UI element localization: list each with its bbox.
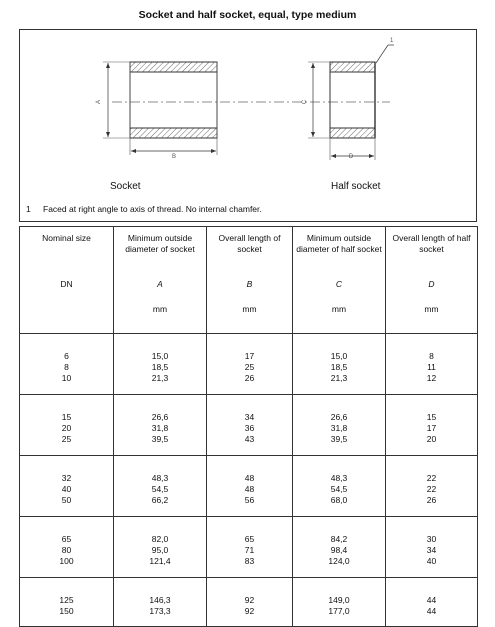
cell-value: 26,6 <box>330 412 348 422</box>
cell-value: 26 <box>244 373 255 383</box>
table-cell <box>386 517 478 578</box>
label-a: A <box>96 99 102 105</box>
note-number: 1 <box>26 204 31 214</box>
cell-value: 6 <box>64 351 69 361</box>
cell-value: 15 <box>426 412 437 422</box>
cell-value: 83 <box>244 556 255 566</box>
cell-value: 25 <box>61 434 72 444</box>
column-header: Minimum outside diameter of half socket C mm <box>293 227 386 334</box>
cell-value: 125 <box>59 595 74 605</box>
table-cell <box>386 578 478 627</box>
table-row <box>20 578 478 627</box>
cell-value: 39,5 <box>330 434 348 444</box>
cell-value: 25 <box>244 362 255 372</box>
cell-value: 95,0 <box>151 545 169 555</box>
callout-number: 1 <box>390 38 394 44</box>
table-cell <box>293 517 386 578</box>
table-cell <box>207 517 293 578</box>
cell-value: 50 <box>61 495 72 505</box>
column-header: Overall length of half socket D mm <box>386 227 478 334</box>
cell-value: 15,0 <box>151 351 169 361</box>
cell-value: 18,5 <box>151 362 169 372</box>
table-cell <box>293 334 386 395</box>
cell-value: 34 <box>244 412 255 422</box>
cell-value: 17 <box>426 423 437 433</box>
cell-value: 44 <box>426 606 437 616</box>
cell-value: 68,0 <box>330 495 348 505</box>
table-cell <box>207 456 293 517</box>
table-cell <box>114 456 207 517</box>
cell-value: 146,3 <box>149 595 171 605</box>
cell-value: 92 <box>244 595 255 605</box>
cell-value: 21,3 <box>330 373 348 383</box>
table-cell <box>114 395 207 456</box>
technical-drawing <box>20 30 478 223</box>
cell-value: 8 <box>64 362 69 372</box>
cell-value: 71 <box>244 545 255 555</box>
cell-value: 40 <box>426 556 437 566</box>
cell-value: 54,5 <box>151 484 169 494</box>
cell-value: 82,0 <box>151 534 169 544</box>
label-c: C <box>302 99 308 105</box>
socket-caption: Socket <box>110 181 141 192</box>
table-header-row <box>20 227 478 334</box>
cell-value: 65 <box>244 534 255 544</box>
cell-value: 15,0 <box>330 351 348 361</box>
cell-value: 43 <box>244 434 255 444</box>
cell-value: 10 <box>61 373 72 383</box>
table-row <box>20 334 478 395</box>
cell-value: 26,6 <box>151 412 169 422</box>
cell-value: 80 <box>61 545 72 555</box>
cell-value: 121,4 <box>149 556 171 566</box>
page-title: Socket and half socket, equal, type medium <box>138 9 357 21</box>
cell-value: 54,5 <box>330 484 348 494</box>
table-row <box>20 395 478 456</box>
cell-value: 48,3 <box>151 473 169 483</box>
table-row <box>20 456 478 517</box>
cell-value: 149,0 <box>328 595 350 605</box>
cell-value: 31,8 <box>330 423 348 433</box>
cell-value: 20 <box>426 434 437 444</box>
socket-drawing <box>103 62 217 155</box>
cell-value: 98,4 <box>330 545 348 555</box>
column-header: Minimum outside diameter of socket A mm <box>114 227 207 334</box>
table-cell <box>386 456 478 517</box>
table-cell <box>20 578 114 627</box>
table-cell <box>386 334 478 395</box>
table-cell <box>114 334 207 395</box>
cell-value: 12 <box>426 373 437 383</box>
cell-value: 177,0 <box>328 606 350 616</box>
table-cell <box>293 456 386 517</box>
cell-value: 17 <box>244 351 255 361</box>
cell-value: 20 <box>61 423 72 433</box>
cell-value: 56 <box>244 495 255 505</box>
table-cell <box>20 395 114 456</box>
table-cell <box>207 395 293 456</box>
table-cell <box>293 578 386 627</box>
cell-value: 18,5 <box>330 362 348 372</box>
drawing-figure <box>19 29 477 222</box>
figure-note <box>26 204 262 214</box>
cell-value: 84,2 <box>330 534 348 544</box>
cell-value: 22 <box>426 473 437 483</box>
cell-value: 65 <box>61 534 72 544</box>
half-socket-drawing <box>308 45 394 160</box>
half-socket-caption: Half socket <box>331 181 381 192</box>
cell-value: 92 <box>244 606 255 616</box>
table-cell <box>20 517 114 578</box>
cell-value: 32 <box>61 473 72 483</box>
cell-value: 48 <box>244 473 255 483</box>
cell-value: 31,8 <box>151 423 169 433</box>
column-header: Overall length of socket B mm <box>207 227 293 334</box>
cell-value: 26 <box>426 495 437 505</box>
cell-value: 100 <box>59 556 74 566</box>
cell-value: 44 <box>426 595 437 605</box>
table-cell <box>207 578 293 627</box>
table-cell <box>20 334 114 395</box>
table-cell <box>114 517 207 578</box>
cell-value: 15 <box>61 412 72 422</box>
table-cell <box>114 578 207 627</box>
label-d: D <box>348 154 354 160</box>
cell-value: 124,0 <box>328 556 350 566</box>
note-text: Faced at right angle to axis of thread. No internal chamfer. <box>43 204 262 214</box>
label-b: B <box>171 154 177 160</box>
cell-value: 11 <box>427 362 436 372</box>
cell-value: 36 <box>244 423 255 433</box>
table-cell <box>386 395 478 456</box>
cell-value: 40 <box>61 484 72 494</box>
column-header: Nominal size DN <box>20 227 114 334</box>
cell-value: 8 <box>429 351 434 361</box>
cell-value: 22 <box>426 484 437 494</box>
dimension-table <box>19 226 478 627</box>
table-cell <box>207 334 293 395</box>
cell-value: 21,3 <box>151 373 169 383</box>
table-cell <box>293 395 386 456</box>
cell-value: 34 <box>426 545 437 555</box>
cell-value: 173,3 <box>149 606 171 616</box>
cell-value: 48 <box>244 484 255 494</box>
cell-value: 150 <box>59 606 74 616</box>
cell-value: 48,3 <box>330 473 348 483</box>
cell-value: 66,2 <box>151 495 169 505</box>
cell-value: 30 <box>426 534 437 544</box>
cell-value: 39,5 <box>151 434 169 444</box>
table-row <box>20 517 478 578</box>
table-cell <box>20 456 114 517</box>
